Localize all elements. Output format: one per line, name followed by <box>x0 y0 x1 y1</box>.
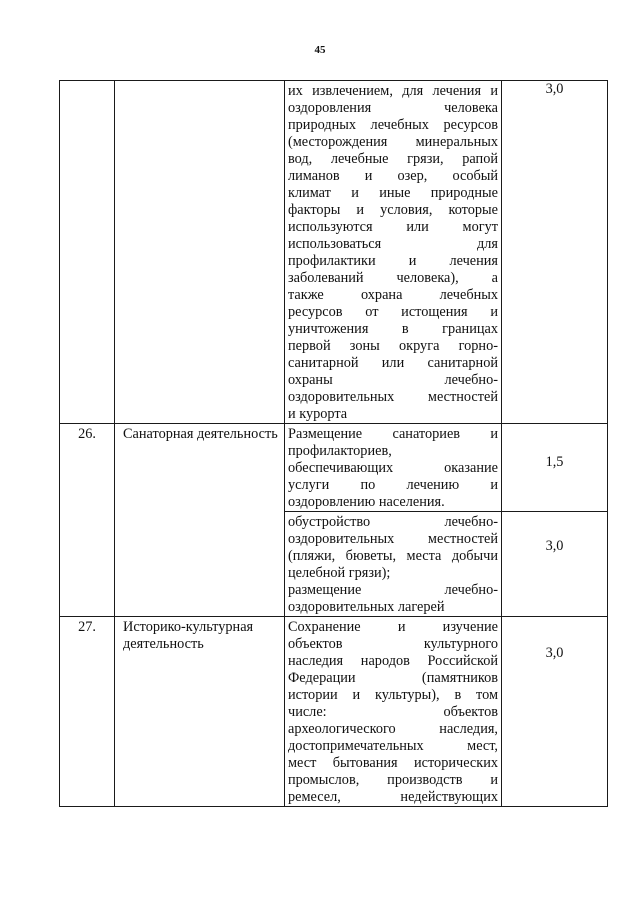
description-line: обустройство лечебно- <box>288 514 498 530</box>
description-line: профилактики и лечения <box>288 253 498 269</box>
table-row <box>60 424 608 512</box>
activity-type-line: Историко-культурная <box>123 619 254 635</box>
coefficient-cell <box>502 617 608 807</box>
activity-type-cell <box>115 424 285 617</box>
description-line: оздоровления человека <box>288 100 498 116</box>
coefficient-cell <box>502 424 608 512</box>
description-line: (месторождения минеральных <box>288 134 498 150</box>
description-line: целебной грязи); <box>288 565 391 581</box>
description-line: климат и иные природные <box>288 185 498 201</box>
coefficient-value: 3,0 <box>545 538 564 554</box>
description-line: обеспечивающих оказание <box>288 460 498 476</box>
description-line: их извлечением, для лечения и <box>288 83 498 99</box>
description-line: профилакториев, <box>288 443 392 459</box>
description-cell <box>285 81 502 424</box>
activity-type-line: Санаторная деятельность <box>123 426 278 442</box>
description-line: оздоровительных местностей <box>288 389 498 405</box>
description-line: Сохранение и изучение <box>288 619 498 635</box>
description-line: также охрана лечебных <box>288 287 498 303</box>
description-line: используются или могут <box>288 219 498 235</box>
description-line: оздоровительных лагерей <box>288 599 445 615</box>
description-line: размещение лечебно- <box>288 582 498 598</box>
description-line: лиманов и озер, особый <box>288 168 498 184</box>
description-line: ресурсов от истощения и <box>288 304 498 320</box>
activity-type-cell <box>115 617 285 807</box>
row-number-cell <box>60 81 115 424</box>
description-line: факторы и условия, которые <box>288 202 498 218</box>
row-number-cell: 26. <box>60 424 115 617</box>
table-row <box>60 617 608 807</box>
activity-type-cell <box>115 81 285 424</box>
description-line: вод, лечебные грязи, рапой <box>288 151 498 167</box>
description-line: числе: объектов <box>288 704 498 720</box>
description-line: оздоровлению населения. <box>288 494 445 510</box>
activity-table-body <box>60 81 608 807</box>
description-line: использоваться для <box>288 236 498 252</box>
row-number-cell: 27. <box>60 617 115 807</box>
coefficient-value: 3,0 <box>545 645 564 661</box>
description-line: объектов культурного <box>288 636 498 652</box>
coefficient-cell <box>502 512 608 617</box>
coefficient-cell <box>502 81 608 424</box>
description-line: санитарной или санитарной <box>288 355 498 371</box>
description-line: промыслов, производств и <box>288 772 498 788</box>
description-line: уничтожения в границах <box>288 321 498 337</box>
description-cell <box>285 512 502 617</box>
description-line: достопримечательных мест, <box>288 738 498 754</box>
description-line: услуги по лечению и <box>288 477 498 493</box>
description-line: заболеваний человека), а <box>288 270 498 286</box>
coefficient-value: 1,5 <box>545 454 564 470</box>
description-line: охраны лечебно- <box>288 372 498 388</box>
activity-type-line: деятельность <box>123 636 204 652</box>
description-line: ремесел, недействующих <box>288 789 498 805</box>
description-line: природных лечебных ресурсов <box>288 117 498 133</box>
description-line: мест бытования исторических <box>288 755 498 771</box>
activity-table <box>59 80 608 807</box>
description-line: Размещение санаториев и <box>288 426 498 442</box>
table-row <box>60 81 608 424</box>
description-line: археологического наследия, <box>288 721 498 737</box>
description-cell <box>285 617 502 807</box>
description-line: наследия народов Российской <box>288 653 498 669</box>
description-line: первой зоны округа горно- <box>288 338 498 354</box>
description-line: и курорта <box>288 406 348 422</box>
description-line: истории и культуры), в том <box>288 687 498 703</box>
description-line: (пляжи, бюветы, места добычи <box>288 548 498 564</box>
coefficient-value: 3,0 <box>545 81 564 97</box>
description-cell <box>285 424 502 512</box>
description-line: оздоровительных местностей <box>288 531 498 547</box>
description-line: Федерации (памятников <box>288 670 498 686</box>
page-number: 45 <box>314 44 326 56</box>
